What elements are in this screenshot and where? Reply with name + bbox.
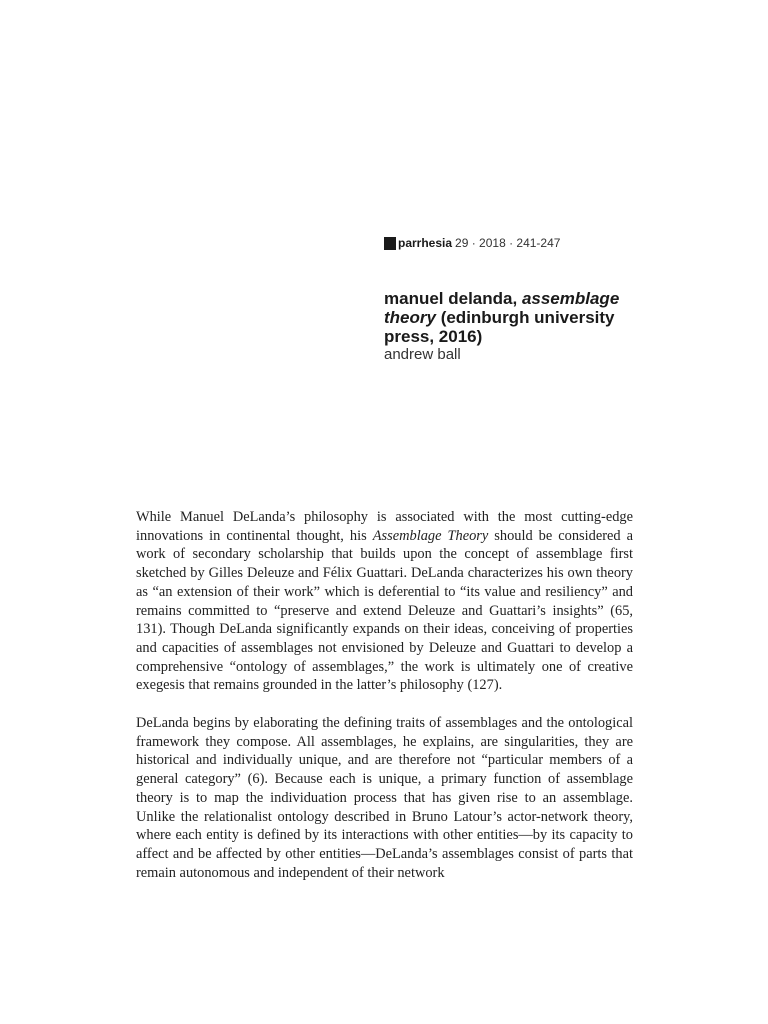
title-text-1: manuel delanda, [384, 289, 522, 308]
journal-name: parrhesia [398, 236, 453, 250]
article-body [136, 508, 633, 901]
title-book-italic: assemblage theory [384, 289, 620, 327]
paragraph-1-text-a: While Manuel DeLanda’s philosophy is associated with the most cutting-edge innovations in continental thought, his [136, 509, 633, 544]
paragraph-1-text-b: should be considered a work of secondary scholarship that builds upon the concept of assemblage first sketched by Gilles Deleuze and Félix Guattari. DeLanda characterizes his own theory as “an extension of their work” which is deferential to “its value and resiliency” and remains committed to “preserve and extend Deleuze and Guattari’s insights” (65, 131). Though DeLanda significantly expands on their ideas, conceiving of properties and capacities of assemblages not envisioned by Deleuze and Guattari to develop a comprehensive “ontology of assemblages,” the work is ultimately one of creative exegesis that remains grounded in the latter’s philosophy (127). [136, 527, 634, 694]
journal-issue-pages: 29 · 2018 · 241-247 [455, 236, 561, 250]
paragraph-1-book-italic: Assemblage Theory [372, 527, 489, 544]
journal-square-icon [384, 237, 396, 250]
article-author: andrew ball [384, 346, 461, 363]
article-title [384, 289, 644, 346]
paragraph-2: DeLanda begins by elaborating the defining traits of assemblages and the ontological framework they compose. All assemblages, he explains, are singularities, they are historical and individually unique, and are therefore not “particular members of a general category” (6). Because each is unique, a primary function of assemblage theory is to map the individuation process that has given rise to an assemblage. Unlike the relationalist ontology described in Bruno Latour’s actor-network theory, where each entity is defined by its interactions with other entities—by its capacity to affect and be affected by other entities—DeLanda’s assemblages consist of parts that remain autonomous and independent of their network [136, 715, 633, 881]
title-text-2: (edinburgh university press, 2016) [384, 308, 615, 346]
paragraph-1 [136, 508, 633, 695]
article-header [384, 235, 724, 364]
journal-line [384, 235, 724, 251]
